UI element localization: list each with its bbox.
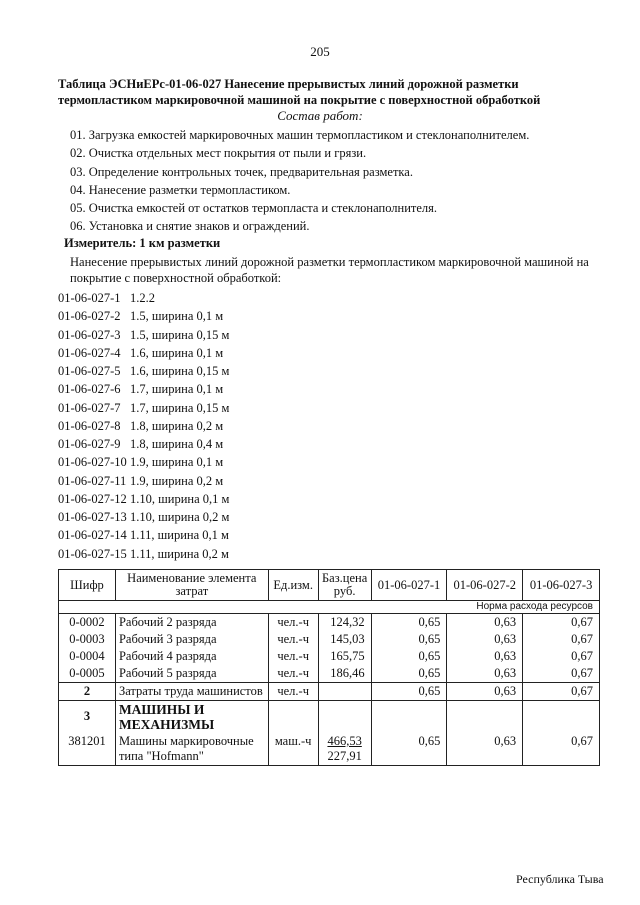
cell-v2: 0,63 xyxy=(447,648,523,665)
code: 01-06-027-4 xyxy=(58,345,121,360)
code-row xyxy=(58,545,229,563)
code: 01-06-027-7 xyxy=(58,400,121,415)
cell-empty xyxy=(447,701,523,734)
code-text: 1.8, ширина 0,2 м xyxy=(130,418,224,433)
cell-code: 3 xyxy=(59,701,116,734)
cell-v2: 0,63 xyxy=(447,631,523,648)
code: 01-06-027-8 xyxy=(58,418,121,433)
cell-unit: маш.-ч xyxy=(268,733,318,766)
work-item: 05. Очистка емкостей от остатков термопласта и стеклонаполнителя. xyxy=(70,201,438,216)
cell-name: Затраты труда машинистов xyxy=(115,683,268,701)
cell-unit: чел.-ч xyxy=(268,631,318,648)
cell-v3: 0,67 xyxy=(523,648,600,665)
code-row xyxy=(58,307,229,325)
cell-name: Машины маркировочные типа "Hofmann" xyxy=(115,733,268,766)
cell-v3: 0,67 xyxy=(523,631,600,648)
code-row xyxy=(58,435,229,453)
cell-price: 186,46 xyxy=(318,665,371,683)
cell-v1: 0,65 xyxy=(371,683,447,701)
description: Нанесение прерывистых линий дорожной разметки термопластиком маркировочной машиной на покрытие с поверхностной обработкой: xyxy=(70,255,589,285)
code-text: 1.6, ширина 0,1 м xyxy=(130,345,224,360)
header-col-3: 01-06-027-3 xyxy=(523,570,600,601)
code-text: 1.2.2 xyxy=(130,291,155,305)
table-row xyxy=(59,665,600,683)
cell-name: Рабочий 2 разряда xyxy=(115,614,268,632)
cell-v1: 0,65 xyxy=(371,648,447,665)
code-text: 1.6, ширина 0,15 м xyxy=(130,364,230,378)
cell-empty xyxy=(371,701,447,734)
cell-unit: чел.-ч xyxy=(268,683,318,701)
code-text: 1.11, ширина 0,1 м xyxy=(130,528,229,543)
work-item: 02. Очистка отдельных мест покрытия от пыли и грязи. xyxy=(70,146,367,161)
code-text: 1.10, ширина 0,1 м xyxy=(130,491,230,506)
cell-unit: чел.-ч xyxy=(268,665,318,683)
code-text: 1.7, ширина 0,1 м xyxy=(130,382,224,397)
cell-v3: 0,67 xyxy=(523,733,600,766)
cell-price: 124,32 xyxy=(318,614,371,632)
codes-list xyxy=(58,289,229,563)
code-text: 1.5, ширина 0,15 м xyxy=(130,327,230,342)
cell-v1: 0,65 xyxy=(371,631,447,648)
header-code: Шифр xyxy=(59,570,116,601)
code-text: 1.11, ширина 0,2 м xyxy=(130,546,229,561)
code-text: 1.5, ширина 0,1 м xyxy=(130,309,224,324)
work-item: 06. Установка и снятие знаков и ограждений. xyxy=(70,219,310,234)
header-col-2: 01-06-027-2 xyxy=(447,570,523,601)
cell-v1: 0,65 xyxy=(371,614,447,632)
header-price: Баз.цена руб. xyxy=(318,570,371,601)
code-row xyxy=(58,344,229,362)
title-line-1: Таблица ЭСНиЕРс-01-06-027 Нанесение прерывистых линий дорожной разметки xyxy=(58,77,519,91)
table-row xyxy=(59,683,600,701)
code: 01-06-027-3 xyxy=(58,327,121,342)
cell-v3: 0,67 xyxy=(523,683,600,701)
code: 01-06-027-5 xyxy=(58,364,121,378)
code-row xyxy=(58,380,229,398)
work-item: 03. Определение контрольных точек, предварительная разметка. xyxy=(70,164,413,179)
table-row xyxy=(59,701,600,734)
price-bottom: 227,91 xyxy=(327,749,362,763)
work-item: 01. Загрузка емкостей маркировочных машин термопластиком и стеклонаполнителем. xyxy=(70,128,530,142)
code: 01-06-027-12 xyxy=(58,491,127,506)
cell-name: Рабочий 4 разряда xyxy=(115,648,268,665)
norm-row xyxy=(59,601,600,614)
cell-code: 2 xyxy=(59,683,116,701)
code: 01-06-027-2 xyxy=(58,309,121,324)
code-row xyxy=(58,472,229,490)
code-text: 1.9, ширина 0,2 м xyxy=(130,473,224,488)
table-title xyxy=(58,76,618,108)
header-name: Наименование элемента затрат xyxy=(115,570,268,601)
code: 01-06-027-13 xyxy=(58,510,127,524)
cell-code: 0-0002 xyxy=(59,614,116,632)
cell-v1: 0,65 xyxy=(371,665,447,683)
table-row xyxy=(59,631,600,648)
table-row xyxy=(59,733,600,766)
header-unit: Ед.изм. xyxy=(268,570,318,601)
table-row xyxy=(59,614,600,632)
cell-v3: 0,67 xyxy=(523,665,600,683)
code-text: 1.10, ширина 0,2 м xyxy=(130,510,230,524)
cell-price: 165,75 xyxy=(318,648,371,665)
header-col-1: 01-06-027-1 xyxy=(371,570,447,601)
cell-v2: 0,63 xyxy=(447,614,523,632)
norm-label: Норма расхода ресурсов xyxy=(59,601,600,614)
work-item: 04. Нанесение разметки термопластиком. xyxy=(70,182,291,197)
code-row xyxy=(58,326,229,344)
code-text: 1.9, ширина 0,1 м xyxy=(130,455,224,470)
code: 01-06-027-15 xyxy=(58,546,127,561)
cell-empty xyxy=(268,701,318,734)
code-row xyxy=(58,362,229,380)
works-list xyxy=(70,126,610,236)
code-row xyxy=(58,508,229,526)
code-text: 1.8, ширина 0,4 м xyxy=(130,437,224,451)
code-text: 1.7, ширина 0,15 м xyxy=(130,400,230,415)
code-row xyxy=(58,453,229,471)
code-row xyxy=(58,289,229,307)
section-title: МАШИНЫ И МЕХАНИЗМЫ xyxy=(115,701,268,734)
code: 01-06-027-1 xyxy=(58,291,121,305)
code: 01-06-027-14 xyxy=(58,528,127,543)
code: 01-06-027-6 xyxy=(58,382,121,397)
cell-v2: 0,63 xyxy=(447,683,523,701)
page-number: 205 xyxy=(310,44,330,59)
cell-price xyxy=(318,683,371,701)
cell-code: 0-0004 xyxy=(59,648,116,665)
table-header-row xyxy=(59,570,600,601)
cell-empty xyxy=(318,701,371,734)
code: 01-06-027-10 xyxy=(58,455,127,470)
cell-v2: 0,63 xyxy=(447,733,523,766)
table-row xyxy=(59,648,600,665)
cell-v2: 0,63 xyxy=(447,665,523,683)
cell-empty xyxy=(523,701,600,734)
cell-code: 381201 xyxy=(59,733,116,766)
measure-unit: Измеритель: 1 км разметки xyxy=(64,236,221,250)
cell-code: 0-0005 xyxy=(59,665,116,683)
composition-heading: Состав работ: xyxy=(277,108,363,123)
title-line-2: термопластиком маркировочной машиной на покрытие с поверхностной обработкой xyxy=(58,93,541,107)
code: 01-06-027-11 xyxy=(58,473,127,488)
cell-v3: 0,67 xyxy=(523,614,600,632)
cell-price: 145,03 xyxy=(318,631,371,648)
cell-code: 0-0003 xyxy=(59,631,116,648)
code-row xyxy=(58,399,229,417)
price-top: 466,53 xyxy=(327,734,362,748)
cell-unit: чел.-ч xyxy=(268,648,318,665)
cell-name: Рабочий 3 разряда xyxy=(115,631,268,648)
code-row xyxy=(58,526,229,544)
cell-name: Рабочий 5 разряда xyxy=(115,665,268,683)
cell-price xyxy=(318,733,371,766)
cell-unit: чел.-ч xyxy=(268,614,318,632)
resource-table xyxy=(58,569,600,766)
code-row xyxy=(58,490,229,508)
footer-region: Республика Тыва xyxy=(516,872,604,886)
code: 01-06-027-9 xyxy=(58,437,121,451)
cell-v1: 0,65 xyxy=(371,733,447,766)
code-row xyxy=(58,417,229,435)
